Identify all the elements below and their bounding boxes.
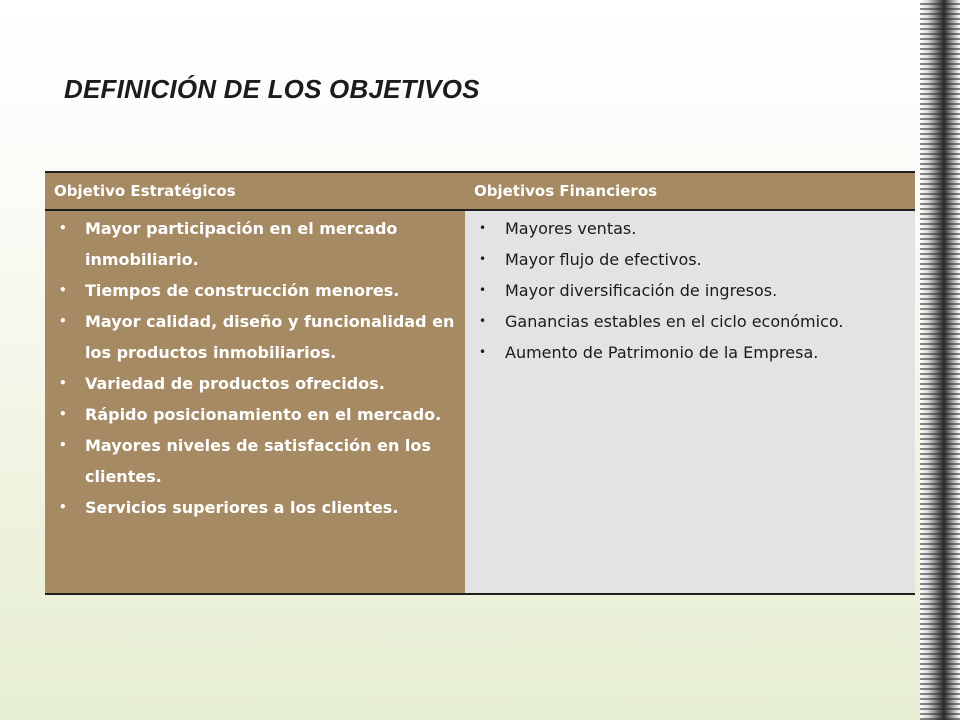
list-item: [475, 337, 909, 368]
bullet-icon: •: [479, 345, 487, 359]
list-item-text: Tiempos de construcción menores.: [85, 281, 400, 300]
list-item: [55, 306, 459, 368]
list-item: [55, 368, 459, 399]
bullet-icon: •: [59, 407, 67, 421]
list-item: [475, 213, 909, 244]
list-item-text: Mayor diversificación de ingresos.: [505, 281, 778, 300]
bullet-icon: •: [479, 221, 487, 235]
bullet-icon: •: [59, 438, 67, 452]
bullet-icon: •: [479, 314, 487, 328]
list-item-text: Mayor flujo de efectivos.: [505, 250, 702, 269]
table-header-row: [45, 173, 915, 211]
bullet-icon: •: [479, 252, 487, 266]
financial-objectives-list: [475, 213, 909, 368]
list-item-text: Aumento de Patrimonio de la Empresa.: [505, 343, 819, 362]
list-item: [475, 306, 909, 337]
bullet-icon: •: [479, 283, 487, 297]
bullet-icon: •: [59, 376, 67, 390]
header-financial-objectives: Objetivos Financieros: [474, 182, 658, 200]
list-item-text: Rápido posicionamiento en el mercado.: [85, 405, 442, 424]
bullet-icon: •: [59, 283, 67, 297]
bullet-icon: •: [59, 221, 67, 235]
header-strategic-objectives: Objetivo Estratégicos: [54, 182, 236, 200]
list-item-text: Mayores niveles de satisfacción en los clientes.: [85, 436, 431, 486]
list-item-text: Mayores ventas.: [505, 219, 637, 238]
table-body-row: [45, 211, 915, 593]
objectives-table: [45, 171, 915, 595]
list-item: [55, 430, 459, 492]
list-item: [55, 492, 459, 523]
decorative-edge: [920, 0, 960, 720]
list-item-text: Mayor calidad, diseño y funcionalidad en los productos inmobiliarios.: [85, 312, 455, 362]
list-item: [55, 275, 459, 306]
list-item-text: Servicios superiores a los clientes.: [85, 498, 399, 517]
financial-objectives-cell: [465, 211, 915, 593]
list-item: [55, 399, 459, 430]
list-item: [55, 213, 459, 275]
list-item-text: Ganancias estables en el ciclo económico.: [505, 312, 844, 331]
strategic-objectives-cell: [45, 211, 465, 593]
bullet-icon: •: [59, 500, 67, 514]
strategic-objectives-list: [55, 213, 459, 523]
list-item: [475, 244, 909, 275]
list-item-text: Variedad de productos ofrecidos.: [85, 374, 385, 393]
page-title: DEFINICIÓN DE LOS OBJETIVOS: [64, 74, 480, 104]
bullet-icon: •: [59, 314, 67, 328]
list-item: [475, 275, 909, 306]
list-item-text: Mayor participación en el mercado inmobiliario.: [85, 219, 398, 269]
